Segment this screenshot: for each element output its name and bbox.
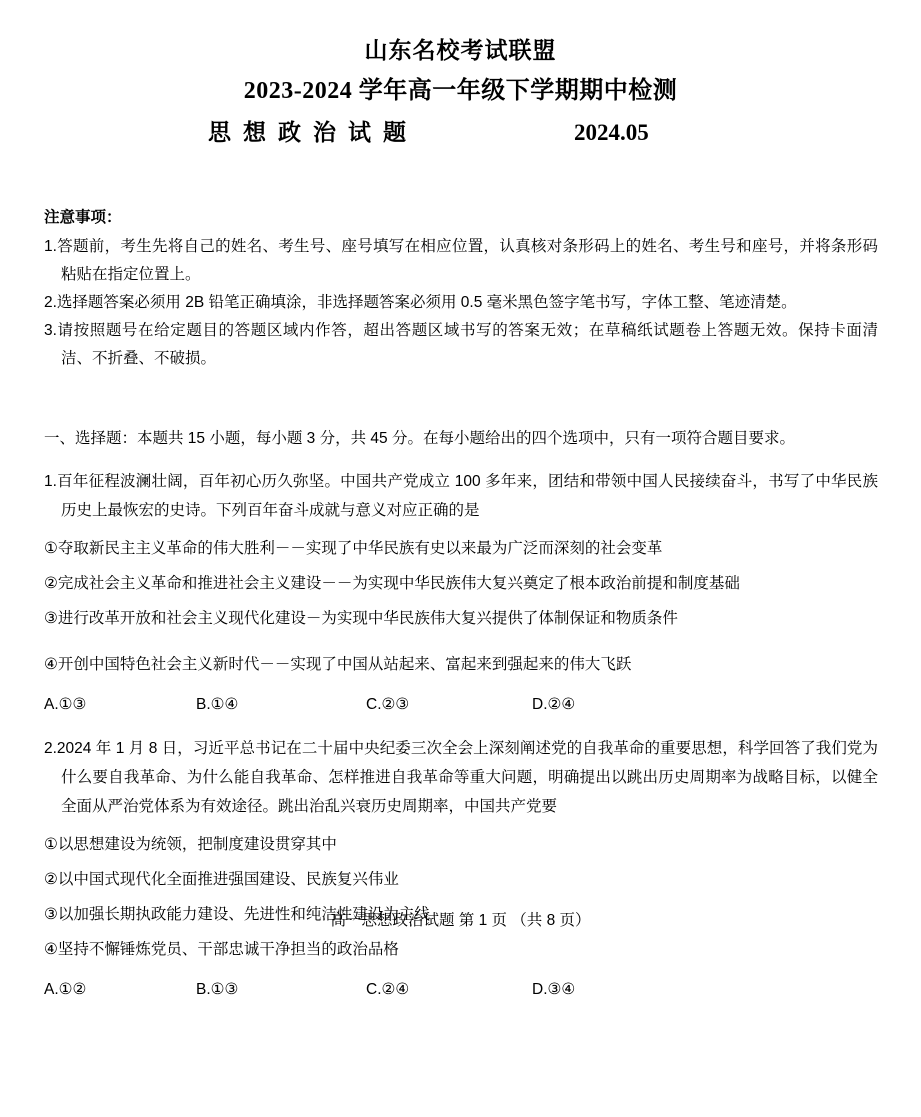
document-body bbox=[44, 205, 878, 1005]
question-2-option-2: ②以中国式现代化全面推进强国建设、民族复兴伟业 bbox=[44, 871, 399, 888]
exam-date: 2024.05 bbox=[574, 120, 649, 145]
question-2-answer-d[interactable]: D.③④ bbox=[532, 981, 576, 998]
question-1-option-2: ②完成社会主义革命和推进社会主义建设－－为实现中华民族伟大复兴奠定了根本政治前提和制度基础 bbox=[44, 575, 740, 592]
question-2-option-4: ④坚持不懈锤炼党员、干部忠诚干净担当的政治品格 bbox=[44, 941, 399, 958]
subject-title: 思想政治试题 bbox=[208, 120, 418, 145]
subject-line bbox=[0, 116, 921, 150]
question-2-answer-b[interactable]: B.①③ bbox=[196, 981, 239, 998]
question-1-answer-a[interactable]: A.①③ bbox=[44, 696, 87, 713]
question-2-option-3: ③以加强长期执政能力建设、先进性和纯洁性建设为主线 bbox=[44, 906, 430, 923]
question-1-answer-row bbox=[44, 690, 878, 720]
question-1-option-1: ①夺取新民主主义革命的伟大胜利－－实现了中华民族有史以来最为广泛而深刻的社会变革 bbox=[44, 540, 663, 557]
question-1-stem: 1.百年征程波澜壮阔，百年初心历久弥坚。中国共产党成立 100 多年来，团结和带领中国人民接续奋斗，书写了中华民族历史上最恢宏的史诗。下列百年奋斗成就与意义对应正确的是 bbox=[44, 473, 878, 519]
section-heading-choice: 一、选择题：本题共 15 小题，每小题 3 分，共 45 分。在每小题给出的四个选项中，只有一项符合题目要求。 bbox=[44, 430, 795, 447]
page-footer: 高一思想政治试题 第 1 页 （共 8 页） bbox=[330, 912, 591, 929]
question-2-answer-a[interactable]: A.①② bbox=[44, 981, 87, 998]
question-2-option-1: ①以思想建设为统领，把制度建设贯穿其中 bbox=[44, 836, 337, 853]
question-1-options bbox=[44, 531, 878, 682]
organization-title: 山东名校考试联盟 bbox=[364, 38, 557, 63]
question-2-stem: 2.2024 年 1 月 8 日，习近平总书记在二十届中央纪委三次全会上深刻阐述党的自我革命的重要思想，科学回答了我们党为什么要自我革命、为什么能自我革命、怎样推进自我革命等重大问题，明确提出以跳出历史周期率为战略目标，以健全全面从严治党体系为有效途径。跳出治乱兴衰历史周期率，中国共产党要 bbox=[44, 740, 878, 815]
question-1-option-4: ④开创中国特色社会主义新时代－－实现了中国从站起来、富起来到强起来的伟大飞跃 bbox=[44, 656, 632, 673]
title-block bbox=[0, 36, 921, 150]
notice-item-3: 3.请按照题号在给定题目的答题区域内作答，超出答题区域书写的答案无效；在草稿纸试题卷上答题无效。保持卡面清洁、不折叠、不破损。 bbox=[44, 322, 878, 367]
question-2-answer-c[interactable]: C.②④ bbox=[366, 981, 410, 998]
notice-item-1: 1.答题前，考生先将自己的姓名、考生号、座号填写在相应位置，认真核对条形码上的姓名、考生号和座号，并将条形码粘贴在指定位置上。 bbox=[44, 238, 878, 283]
question-2 bbox=[44, 734, 878, 1005]
notice-item-2: 2.选择题答案必须用 2B 铅笔正确填涂，非选择题答案必须用 0.5 毫米黑色签字笔书写，字体工整、笔迹清楚。 bbox=[44, 294, 797, 311]
question-2-options bbox=[44, 827, 878, 967]
question-1-answer-d[interactable]: D.②④ bbox=[532, 696, 576, 713]
notice-heading: 注意事项： bbox=[44, 209, 122, 226]
question-1-option-3: ③进行改革开放和社会主义现代化建设－为实现中华民族伟大复兴提供了体制保证和物质条件 bbox=[44, 610, 678, 627]
question-1-answer-b[interactable]: B.①④ bbox=[196, 696, 239, 713]
question-1 bbox=[44, 467, 878, 720]
question-2-answer-row bbox=[44, 975, 878, 1005]
exam-title: 2023-2024 学年高一年级下学期期中检测 bbox=[243, 78, 678, 104]
question-1-answer-c[interactable]: C.②③ bbox=[366, 696, 410, 713]
